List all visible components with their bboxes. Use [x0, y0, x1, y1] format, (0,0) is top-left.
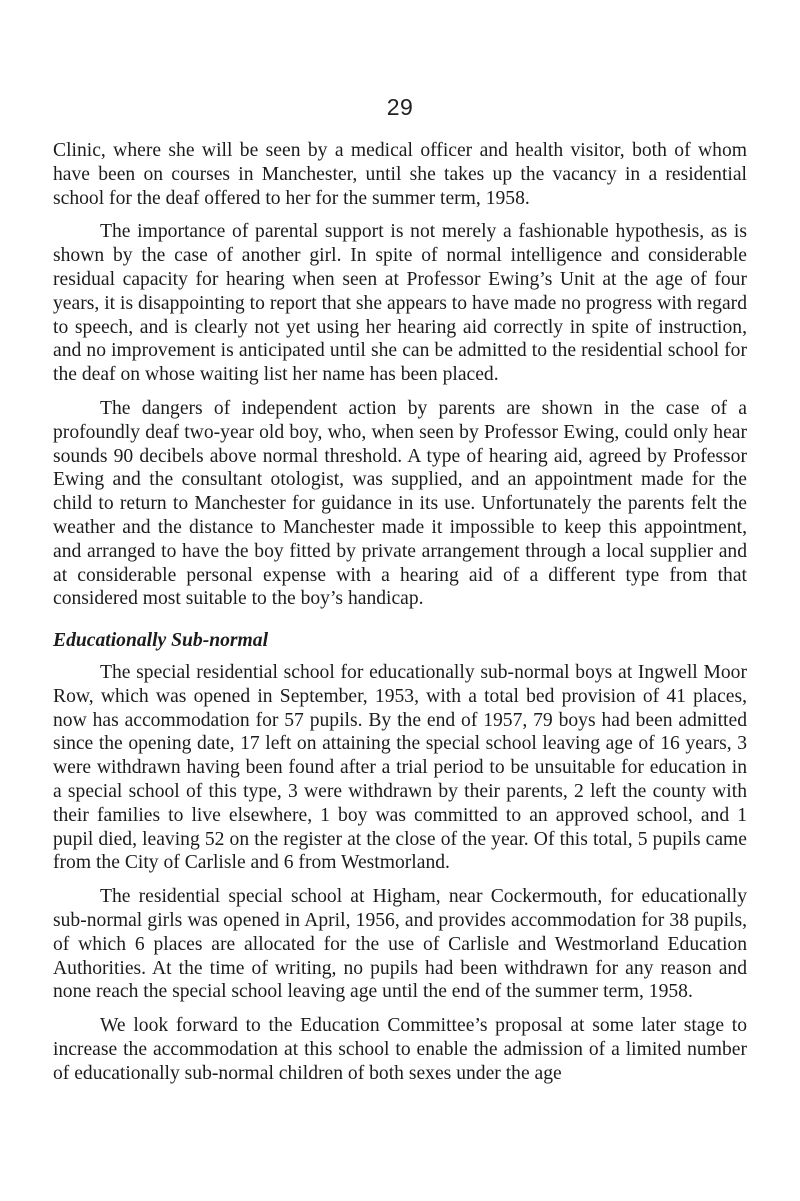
- section-heading: Educationally Sub-normal: [53, 630, 269, 652]
- body-text: [53, 139, 747, 1085]
- paragraph: The importance of parental support is not merely a fashionable hypothesis, as is shown by the case of another girl. In spite of normal intelligence and considerable residual capacity for hearing when seen at Professor Ewing’s Unit at the age of four years, it is disappointing to report that she appears to have made no progress with regard to speech, and is clearly not yet using her hearing aid correctly in spite of instruction, and no improvement is anticipated until she can be admitted to the residential school for the deaf on whose waiting list her name has been placed.: [53, 221, 747, 386]
- paragraph: The dangers of independent action by parents are shown in the case of a profoundly deaf two-year old boy, who, when seen by Professor Ewing, could only hear sounds 90 decibels above normal threshold. A type of hearing aid, agreed by Professor Ewing and the consultant otologist, was supplied, and an appointment made for the child to return to Manchester for guidance in its use. Unfortunately the parents felt the weather and the distance to Manchester made it impossible to keep this appointment, and arranged to have the boy fitted by private arrangement through a local supplier and at considerable personal expense with a hearing aid of a different type from that considered most suitable to the boy’s handicap.: [53, 397, 747, 610]
- paragraph: We look forward to the Education Committee’s proposal at some later stage to increase the accommodation at this school to enable the admission of a limited number of educationally sub-normal children of both sexes under the age: [53, 1015, 747, 1084]
- paragraph: Clinic, where she will be seen by a medical officer and health visitor, both of whom have been on courses in Manchester, until she takes up the vacancy in a residential school for the deaf offered to her for the summer term, 1958.: [53, 140, 747, 209]
- paragraph: The special residential school for educationally sub-normal boys at Ingwell Moor Row, which was opened in September, 1953, with a total bed provision of 41 places, now has accommodation for 57 pupils. By the end of 1957, 79 boys had been admitted since the opening date, 17 left on attaining the special school leaving age of 16 years, 3 were withdrawn having been found after a trial period to be unsuitable for education in a special school of this type, 3 were withdrawn by their parents, 2 left the county with their families to live elsewhere, 1 boy was committed to an approved school, and 1 pupil died, leaving 52 on the register at the close of the year. Of this total, 5 pupils came from the City of Carlisle and 6 from Westmorland.: [53, 661, 747, 874]
- page-number: 29: [386, 94, 414, 120]
- paragraph: The residential special school at Higham, near Cockermouth, for educationally sub-normal girls was opened in April, 1956, and provides accommodation for 38 pupils, of which 6 places are allocated for the use of Carlisle and Westmorland Education Authorities. At the time of writing, no pupils had been withdrawn for any reason and none reach the special school leaving age until the end of the summer term, 1958.: [53, 886, 747, 1003]
